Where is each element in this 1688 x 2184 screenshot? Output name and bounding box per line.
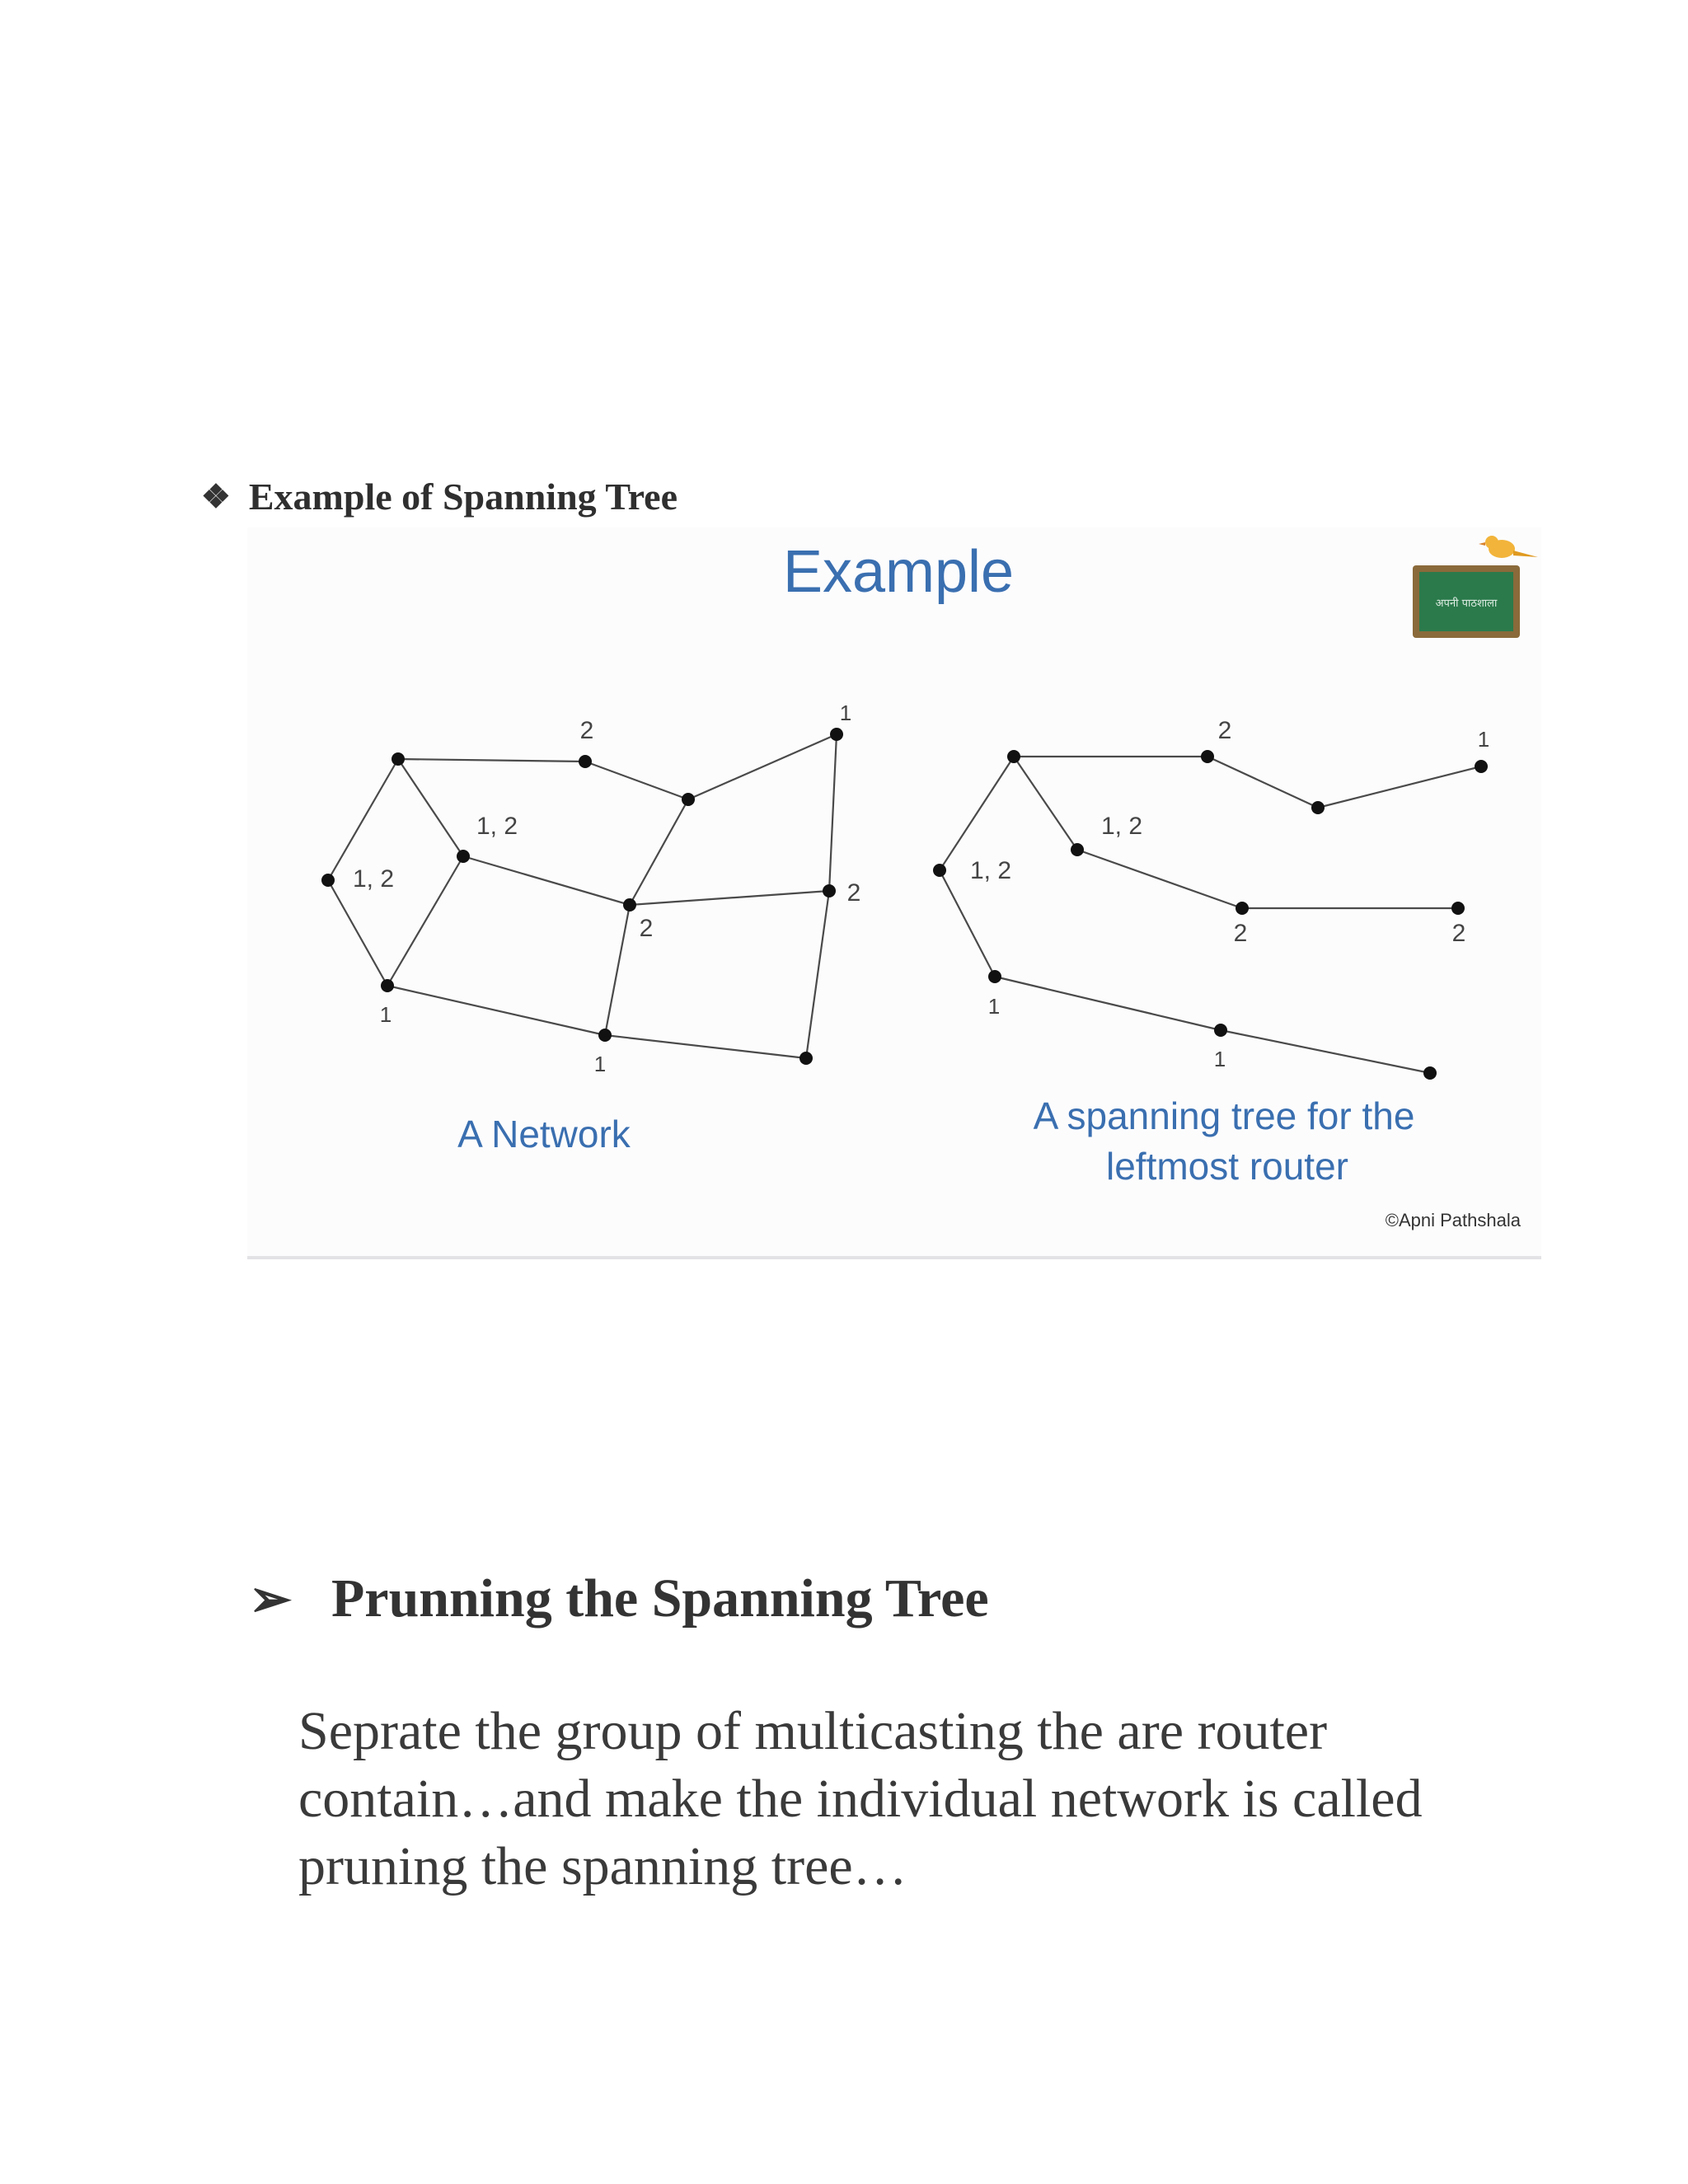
router-node — [1201, 750, 1214, 763]
copyright-text: ©Apni Pathshala — [1385, 1210, 1521, 1230]
edge — [387, 856, 463, 986]
group-label: 2 — [1451, 920, 1466, 947]
paragraph-line: contain…and make the individual network is called — [298, 1769, 1423, 1829]
edge — [585, 762, 688, 799]
edge — [398, 759, 463, 856]
edge — [630, 799, 688, 905]
group-label: 2 — [846, 879, 861, 907]
left-caption: A Network — [457, 1113, 631, 1155]
router-node — [321, 874, 335, 887]
router-node — [933, 864, 946, 877]
router-node — [598, 1029, 612, 1042]
edge — [995, 977, 1221, 1030]
slide-bottom-rule — [247, 1256, 1541, 1259]
group-label: 1 — [1477, 727, 1490, 752]
bird-icon — [1479, 536, 1538, 558]
router-node — [1236, 902, 1249, 915]
edge — [1221, 1030, 1430, 1073]
spanning-tree-nodes — [933, 750, 1488, 1080]
router-node — [830, 728, 843, 741]
right-caption-line1: A spanning tree for the — [1033, 1094, 1415, 1137]
diamond-bullet-icon: ❖ — [201, 478, 231, 515]
group-label: 2 — [579, 717, 594, 744]
edge — [1207, 757, 1318, 808]
router-node — [381, 979, 394, 992]
group-label: 1, 2 — [969, 857, 1012, 884]
edge — [688, 734, 837, 799]
group-label: 1 — [1213, 1047, 1226, 1071]
group-label: 1 — [839, 701, 852, 725]
edge — [806, 891, 829, 1058]
edge — [328, 880, 387, 986]
paragraph-line: pruning the spanning tree… — [298, 1836, 907, 1896]
edge — [605, 1035, 806, 1058]
edge — [398, 759, 585, 762]
router-node — [1475, 760, 1488, 773]
edge — [940, 757, 1014, 870]
apni-pathshala-logo — [1413, 536, 1538, 638]
router-node — [392, 752, 405, 766]
router-node — [682, 793, 695, 806]
router-node — [1071, 843, 1084, 856]
slide-title: Example — [782, 539, 1015, 605]
edge — [940, 870, 995, 977]
router-node — [988, 970, 1001, 983]
section-title: Example of Spanning Tree — [248, 476, 678, 518]
group-label: 2 — [1217, 717, 1232, 744]
router-node — [579, 755, 592, 768]
spanning-tree-edges — [940, 757, 1481, 1073]
edge — [829, 734, 837, 891]
router-node — [1007, 750, 1020, 763]
group-label: 1 — [593, 1052, 607, 1076]
group-label: 1, 2 — [352, 865, 395, 893]
edge — [1318, 766, 1481, 808]
spanning-tree-labels — [970, 717, 1489, 1071]
group-label: 2 — [639, 915, 654, 942]
right-caption-line2: leftmost router — [1106, 1145, 1348, 1188]
router-node — [1451, 902, 1465, 915]
router-node — [1214, 1024, 1227, 1037]
group-label: 2 — [1233, 920, 1248, 947]
section-heading — [201, 475, 678, 518]
example-slide-image — [247, 527, 1541, 1259]
body-paragraph — [298, 1698, 1518, 1900]
subsection-heading — [249, 1568, 989, 1630]
router-node — [1423, 1066, 1437, 1080]
logo-text: अपनी पाठशाला — [1435, 598, 1498, 610]
group-label: 1 — [379, 1002, 392, 1027]
edge — [387, 986, 605, 1035]
router-node — [1311, 801, 1325, 814]
edge — [630, 891, 829, 905]
network-edges — [328, 734, 837, 1058]
router-node — [623, 898, 636, 912]
router-node — [457, 850, 470, 863]
group-label: 1, 2 — [1100, 813, 1143, 840]
group-label: 1 — [987, 994, 1001, 1019]
edge — [328, 759, 398, 880]
router-node — [823, 884, 836, 898]
spanning-tree-diagram — [247, 527, 1541, 1259]
paragraph-line: Seprate the group of multicasting the are router — [298, 1701, 1328, 1761]
edge — [463, 856, 630, 905]
arrowhead-bullet-icon: ➢ — [249, 1572, 292, 1628]
router-node — [799, 1052, 813, 1065]
group-label: 1, 2 — [476, 813, 518, 840]
subsection-title: Prunning the Spanning Tree — [331, 1568, 989, 1629]
edge — [605, 905, 630, 1035]
edge — [1014, 757, 1077, 850]
edge — [1077, 850, 1242, 908]
